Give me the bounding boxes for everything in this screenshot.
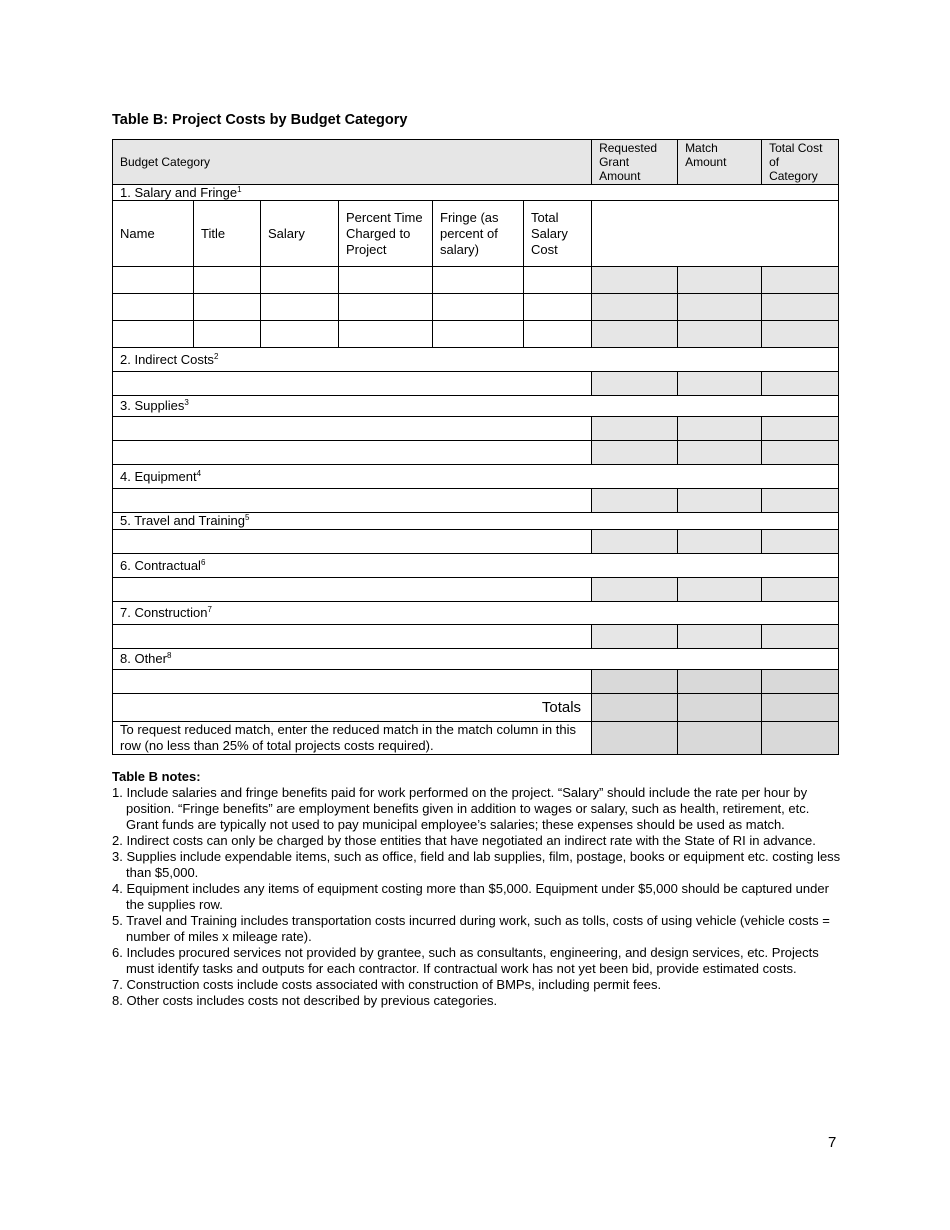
notes-title: Table B notes: xyxy=(112,769,201,784)
cell-requested[interactable] xyxy=(592,372,678,396)
cell-percent[interactable] xyxy=(339,321,433,348)
totals-label: Totals xyxy=(113,694,592,722)
header-row xyxy=(113,140,839,185)
section-equipment xyxy=(113,465,839,489)
total-total[interactable] xyxy=(762,694,839,722)
cell-total[interactable] xyxy=(762,530,839,554)
section-travel xyxy=(113,513,839,530)
entry-row xyxy=(113,417,839,441)
entry-row xyxy=(113,441,839,465)
cell-match[interactable] xyxy=(678,670,762,694)
cell-title[interactable] xyxy=(194,321,261,348)
cell-match[interactable] xyxy=(678,267,762,294)
entry-row xyxy=(113,530,839,554)
col-fringe: Fringe (as percent of salary) xyxy=(433,201,524,267)
note-item: 2. Indirect costs can only be charged by those entities that have negotiated an indirect rate with the State of RI in advance. xyxy=(112,833,816,848)
table-title: Table B: Project Costs by Budget Category xyxy=(112,112,408,128)
footnote-ref: 4 xyxy=(196,468,202,478)
entry-row xyxy=(113,670,839,694)
cell-requested[interactable] xyxy=(592,670,678,694)
cell-total[interactable] xyxy=(762,294,839,321)
note-item: 5. Travel and Training includes transportation costs incurred during work, such as tolls, costs of using vehicle (vehicle costs = number of miles x mileage rate). xyxy=(112,913,830,944)
page-number: 7 xyxy=(828,1134,837,1151)
total-requested[interactable] xyxy=(592,694,678,722)
reduced-match[interactable] xyxy=(678,722,762,755)
footnote-ref: 6 xyxy=(200,557,206,567)
cell-total[interactable] xyxy=(762,489,839,513)
cell-match[interactable] xyxy=(678,530,762,554)
reduced-requested[interactable] xyxy=(592,722,678,755)
cell-match[interactable] xyxy=(678,489,762,513)
cell-total[interactable] xyxy=(762,321,839,348)
entry-row xyxy=(113,625,839,649)
section-label: 3. Supplies xyxy=(120,398,185,413)
total-match[interactable] xyxy=(678,694,762,722)
section-label: 6. Contractual xyxy=(120,557,201,573)
budget-table xyxy=(112,139,839,755)
footnote-ref: 1 xyxy=(237,184,242,194)
section-label: 8. Other xyxy=(120,651,167,666)
salary-blank xyxy=(592,201,839,267)
cell-match[interactable] xyxy=(678,372,762,396)
entry-row xyxy=(113,578,839,602)
salary-entry-row xyxy=(113,294,839,321)
cell-description[interactable] xyxy=(113,670,592,694)
cell-total-salary[interactable] xyxy=(524,321,592,348)
cell-match[interactable] xyxy=(678,321,762,348)
note-item: 4. Equipment includes any items of equipment costing more than $5,000. Equipment under $5,000 should be captured under the supplies row. xyxy=(112,881,829,912)
col-title: Title xyxy=(194,201,261,267)
cell-requested[interactable] xyxy=(592,578,678,602)
cell-percent[interactable] xyxy=(339,294,433,321)
section-label: 2. Indirect Costs xyxy=(120,351,214,367)
cell-description[interactable] xyxy=(113,441,592,465)
cell-total[interactable] xyxy=(762,578,839,602)
header-match: Match Amount xyxy=(678,140,762,185)
cell-name[interactable] xyxy=(113,294,194,321)
footnote-ref: 7 xyxy=(207,605,212,614)
footnote-ref: 3 xyxy=(184,398,189,407)
note-item: 3. Supplies include expendable items, such as office, field and lab supplies, film, postage, books or equipment etc. costing less than $5,000. xyxy=(112,849,841,880)
cell-name[interactable] xyxy=(113,321,194,348)
footnote-ref: 2 xyxy=(213,351,219,361)
totals-row xyxy=(113,694,839,722)
reduced-match-text: To request reduced match, enter the reduced match in the match column in this row (no less than 25% of total projects costs required). xyxy=(113,722,592,755)
cell-total[interactable] xyxy=(762,267,839,294)
cell-description[interactable] xyxy=(113,578,592,602)
cell-requested[interactable] xyxy=(592,625,678,649)
cell-match[interactable] xyxy=(678,578,762,602)
section-supplies xyxy=(113,396,839,417)
col-percent: Percent Time Charged to Project xyxy=(339,201,433,267)
cell-name[interactable] xyxy=(113,267,194,294)
section-construction xyxy=(113,602,839,625)
note-item: 1. Include salaries and fringe benefits paid for work performed on the project. “Salary” should include the rate per hour by position. “Fringe benefits” are employment benefits given in addition to wages or salary, such as health, retirement, etc. Grant funds are typically not used to pay municipal employee’s salaries; these expenses should be used as match. xyxy=(112,785,810,832)
cell-percent[interactable] xyxy=(339,267,433,294)
cell-match[interactable] xyxy=(678,417,762,441)
col-salary: Salary xyxy=(261,201,339,267)
cell-total[interactable] xyxy=(762,417,839,441)
note-item: 6. Includes procured services not provided by grantee, such as consultants, engineering, and design services, etc. Projects must identify tasks and outputs for each contractor. If contractual work has not yet been bid, provide estimated costs. xyxy=(112,945,819,976)
section-other xyxy=(113,649,839,670)
cell-fringe[interactable] xyxy=(433,294,524,321)
cell-requested[interactable] xyxy=(592,417,678,441)
cell-requested[interactable] xyxy=(592,267,678,294)
cell-fringe[interactable] xyxy=(433,321,524,348)
cell-fringe[interactable] xyxy=(433,267,524,294)
cell-title[interactable] xyxy=(194,267,261,294)
cell-salary[interactable] xyxy=(261,321,339,348)
entry-row xyxy=(113,372,839,396)
col-name: Name xyxy=(113,201,194,267)
note-item: 7. Construction costs include costs associated with construction of BMPs, including permit fees. xyxy=(112,977,662,992)
cell-title[interactable] xyxy=(194,294,261,321)
cell-match[interactable] xyxy=(678,294,762,321)
reduced-total[interactable] xyxy=(762,722,839,755)
footnote-ref: 5 xyxy=(245,513,250,522)
section-salary xyxy=(113,185,839,201)
cell-requested[interactable] xyxy=(592,441,678,465)
cell-description[interactable] xyxy=(113,625,592,649)
section-label: 4. Equipment xyxy=(120,468,197,484)
salary-entry-row xyxy=(113,267,839,294)
cell-total-salary[interactable] xyxy=(524,267,592,294)
section-label: 5. Travel and Training xyxy=(120,513,246,528)
cell-requested[interactable] xyxy=(592,489,678,513)
section-contractual xyxy=(113,554,839,578)
note-item: 8. Other costs includes costs not described by previous categories. xyxy=(112,993,498,1008)
cell-salary[interactable] xyxy=(261,267,339,294)
cell-description[interactable] xyxy=(113,530,592,554)
cell-total[interactable] xyxy=(762,441,839,465)
cell-description[interactable] xyxy=(113,489,592,513)
header-total: Total Cost of Category xyxy=(762,140,839,185)
table-notes xyxy=(112,769,842,1009)
cell-total[interactable] xyxy=(762,670,839,694)
section-label: 1. Salary and Fringe xyxy=(120,184,238,200)
cell-requested[interactable] xyxy=(592,321,678,348)
cell-description[interactable] xyxy=(113,417,592,441)
cell-salary[interactable] xyxy=(261,294,339,321)
cell-total[interactable] xyxy=(762,625,839,649)
cell-requested[interactable] xyxy=(592,530,678,554)
entry-row xyxy=(113,489,839,513)
cell-match[interactable] xyxy=(678,625,762,649)
col-total-salary: Total Salary Cost xyxy=(524,201,592,267)
cell-description[interactable] xyxy=(113,372,592,396)
cell-requested[interactable] xyxy=(592,294,678,321)
salary-entry-row xyxy=(113,321,839,348)
cell-total[interactable] xyxy=(762,372,839,396)
header-budget-category: Budget Category xyxy=(113,140,592,185)
section-label: 7. Construction xyxy=(120,605,208,620)
cell-match[interactable] xyxy=(678,441,762,465)
cell-total-salary[interactable] xyxy=(524,294,592,321)
header-requested: Requested Grant Amount xyxy=(592,140,678,185)
section-indirect xyxy=(113,348,839,372)
footnote-ref: 8 xyxy=(166,651,172,660)
reduced-match-row xyxy=(113,722,839,755)
salary-columns-row xyxy=(113,201,839,267)
